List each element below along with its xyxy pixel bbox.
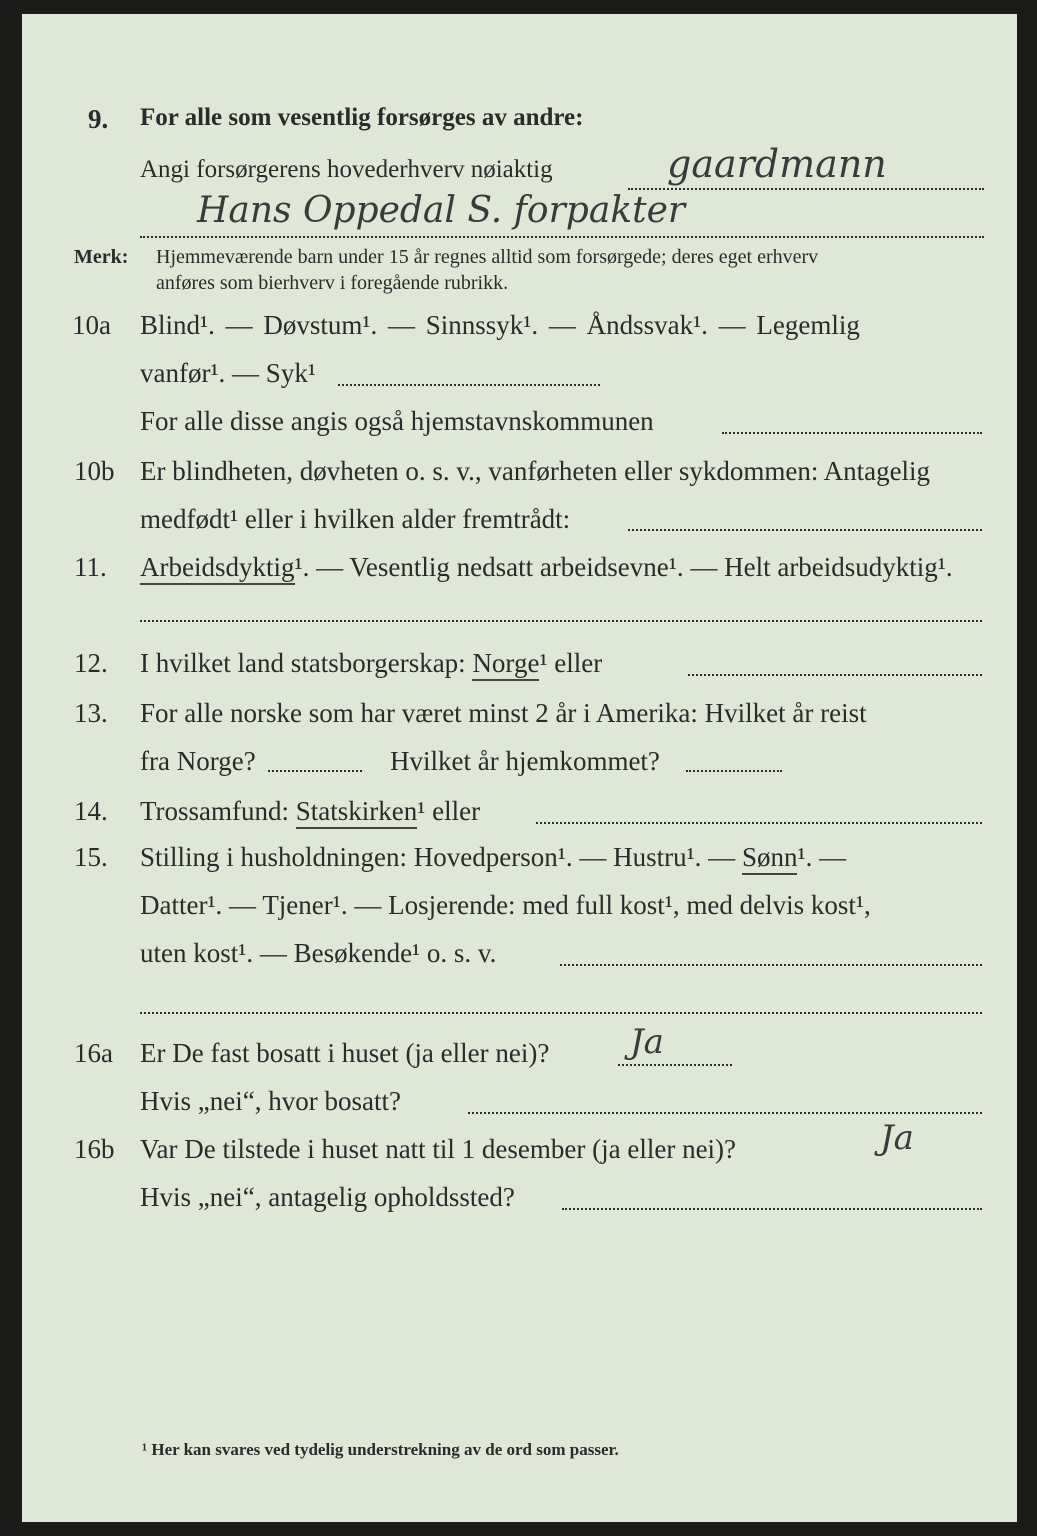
q12-after: ¹ eller [539, 648, 603, 678]
q16b-number: 16b [74, 1134, 115, 1164]
q16a-handwritten-answer: Ja [630, 1022, 664, 1062]
q9-handwritten-occupation: gaardmann [667, 142, 887, 186]
q9-prompt: Angi forsørgerens hovederhverv nøiaktig [140, 156, 553, 183]
q16b-prompt: Var De tilstede i huset natt til 1 desember (ja eller nei)? [140, 1134, 737, 1164]
q14-answer-line[interactable] [536, 822, 982, 824]
q10a-line-1: Blind¹. — Døvstum¹. — Sinnssyk¹. — Åndssvak¹. — Legemlig [140, 310, 860, 340]
q12-prompt: I hvilket land statsborgerskap: [140, 648, 466, 678]
q13-left-answer-line[interactable] [268, 770, 362, 772]
q16a-number: 16a [74, 1038, 113, 1068]
q16a-followup: Hvis „nei“, hvor bosatt? [140, 1086, 401, 1116]
q16b-handwritten-answer: Ja [880, 1118, 914, 1158]
q15-answer-line-1[interactable] [560, 964, 982, 966]
q13-left-prompt: fra Norge? [140, 746, 256, 776]
q10a-answer-line[interactable] [338, 384, 600, 386]
footnote: ¹ Her kan svares ved tydelig understrekning av de ord som passer. [142, 1440, 619, 1459]
q10a-number: 10a [72, 310, 111, 340]
q12-answer-line[interactable] [688, 674, 982, 676]
q11-answer-line[interactable] [140, 620, 982, 622]
q12-underlined-option: Norge [472, 648, 539, 681]
q10a-hometown-line[interactable] [722, 432, 982, 434]
q15-line-2: Datter¹. — Tjener¹. — Losjerende: med full kost¹, med delvis kost¹, [140, 890, 871, 920]
q13-right-answer-line[interactable] [686, 770, 782, 772]
q10b-line-1: Er blindheten, døvheten o. s. v., vanførheten eller sykdommen: Antagelig [140, 456, 931, 486]
q9-number: 9. [88, 104, 109, 134]
q10a-line-2: vanfør¹. — Syk¹ [140, 358, 316, 388]
census-form-page [22, 14, 1017, 1522]
q15-line-1-end: ¹. — [797, 842, 847, 872]
q13-number: 13. [74, 698, 108, 728]
q13-right-prompt: Hvilket år hjemkommet? [390, 746, 660, 776]
q11-underlined-option: Arbeidsdyktig [140, 552, 295, 585]
q9-handwritten-provider: Hans Oppedal S. forpakter [197, 190, 686, 231]
q14-prompt: Trossamfund: [140, 796, 290, 826]
q15-number: 15. [74, 842, 108, 872]
q10a-line-3: For alle disse angis også hjemstavnskommunen [140, 406, 654, 436]
q15-underlined-option: Sønn [742, 842, 798, 875]
q14-number: 14. [74, 796, 108, 826]
merk-text-2: anføres som bierhverv i foregående rubrikk. [156, 272, 509, 294]
q9-answer-line-2[interactable] [140, 236, 984, 238]
q16a-followup-line[interactable] [468, 1112, 982, 1114]
q16a-prompt: Er De fast bosatt i huset (ja eller nei)? [140, 1038, 550, 1068]
q10b-line-2: medfødt¹ eller i hvilken alder fremtrådt: [140, 504, 571, 534]
q14-after: ¹ eller [417, 796, 481, 826]
q15-line-1: Stilling i husholdningen: Hovedperson¹. — Hustru¹. — [140, 842, 736, 872]
q11-number: 11. [74, 552, 107, 582]
q15-line-3: uten kost¹. — Besøkende¹ o. s. v. [140, 938, 497, 968]
q10b-answer-line[interactable] [628, 529, 982, 531]
q16b-followup-line[interactable] [562, 1208, 982, 1210]
q14-underlined-option: Statskirken [296, 796, 418, 829]
q16a-answer-line[interactable] [618, 1064, 732, 1066]
q15-answer-line-2[interactable] [140, 1012, 982, 1014]
q16b-followup: Hvis „nei“, antagelig opholdssted? [140, 1182, 515, 1212]
merk-label: Merk: [74, 246, 129, 268]
q12-number: 12. [74, 648, 108, 678]
q10b-number: 10b [74, 456, 115, 486]
merk-text-1: Hjemmeværende barn under 15 år regnes alltid som forsørgede; deres eget erhverv [156, 246, 819, 268]
q13-line-1: For alle norske som har været minst 2 år i Amerika: Hvilket år reist [140, 698, 867, 728]
q9-heading: For alle som vesentlig forsørges av andre: [140, 104, 584, 131]
q11-options: ¹. — Vesentlig nedsatt arbeidsevne¹. — Helt arbeidsudyktig¹. [294, 552, 953, 582]
